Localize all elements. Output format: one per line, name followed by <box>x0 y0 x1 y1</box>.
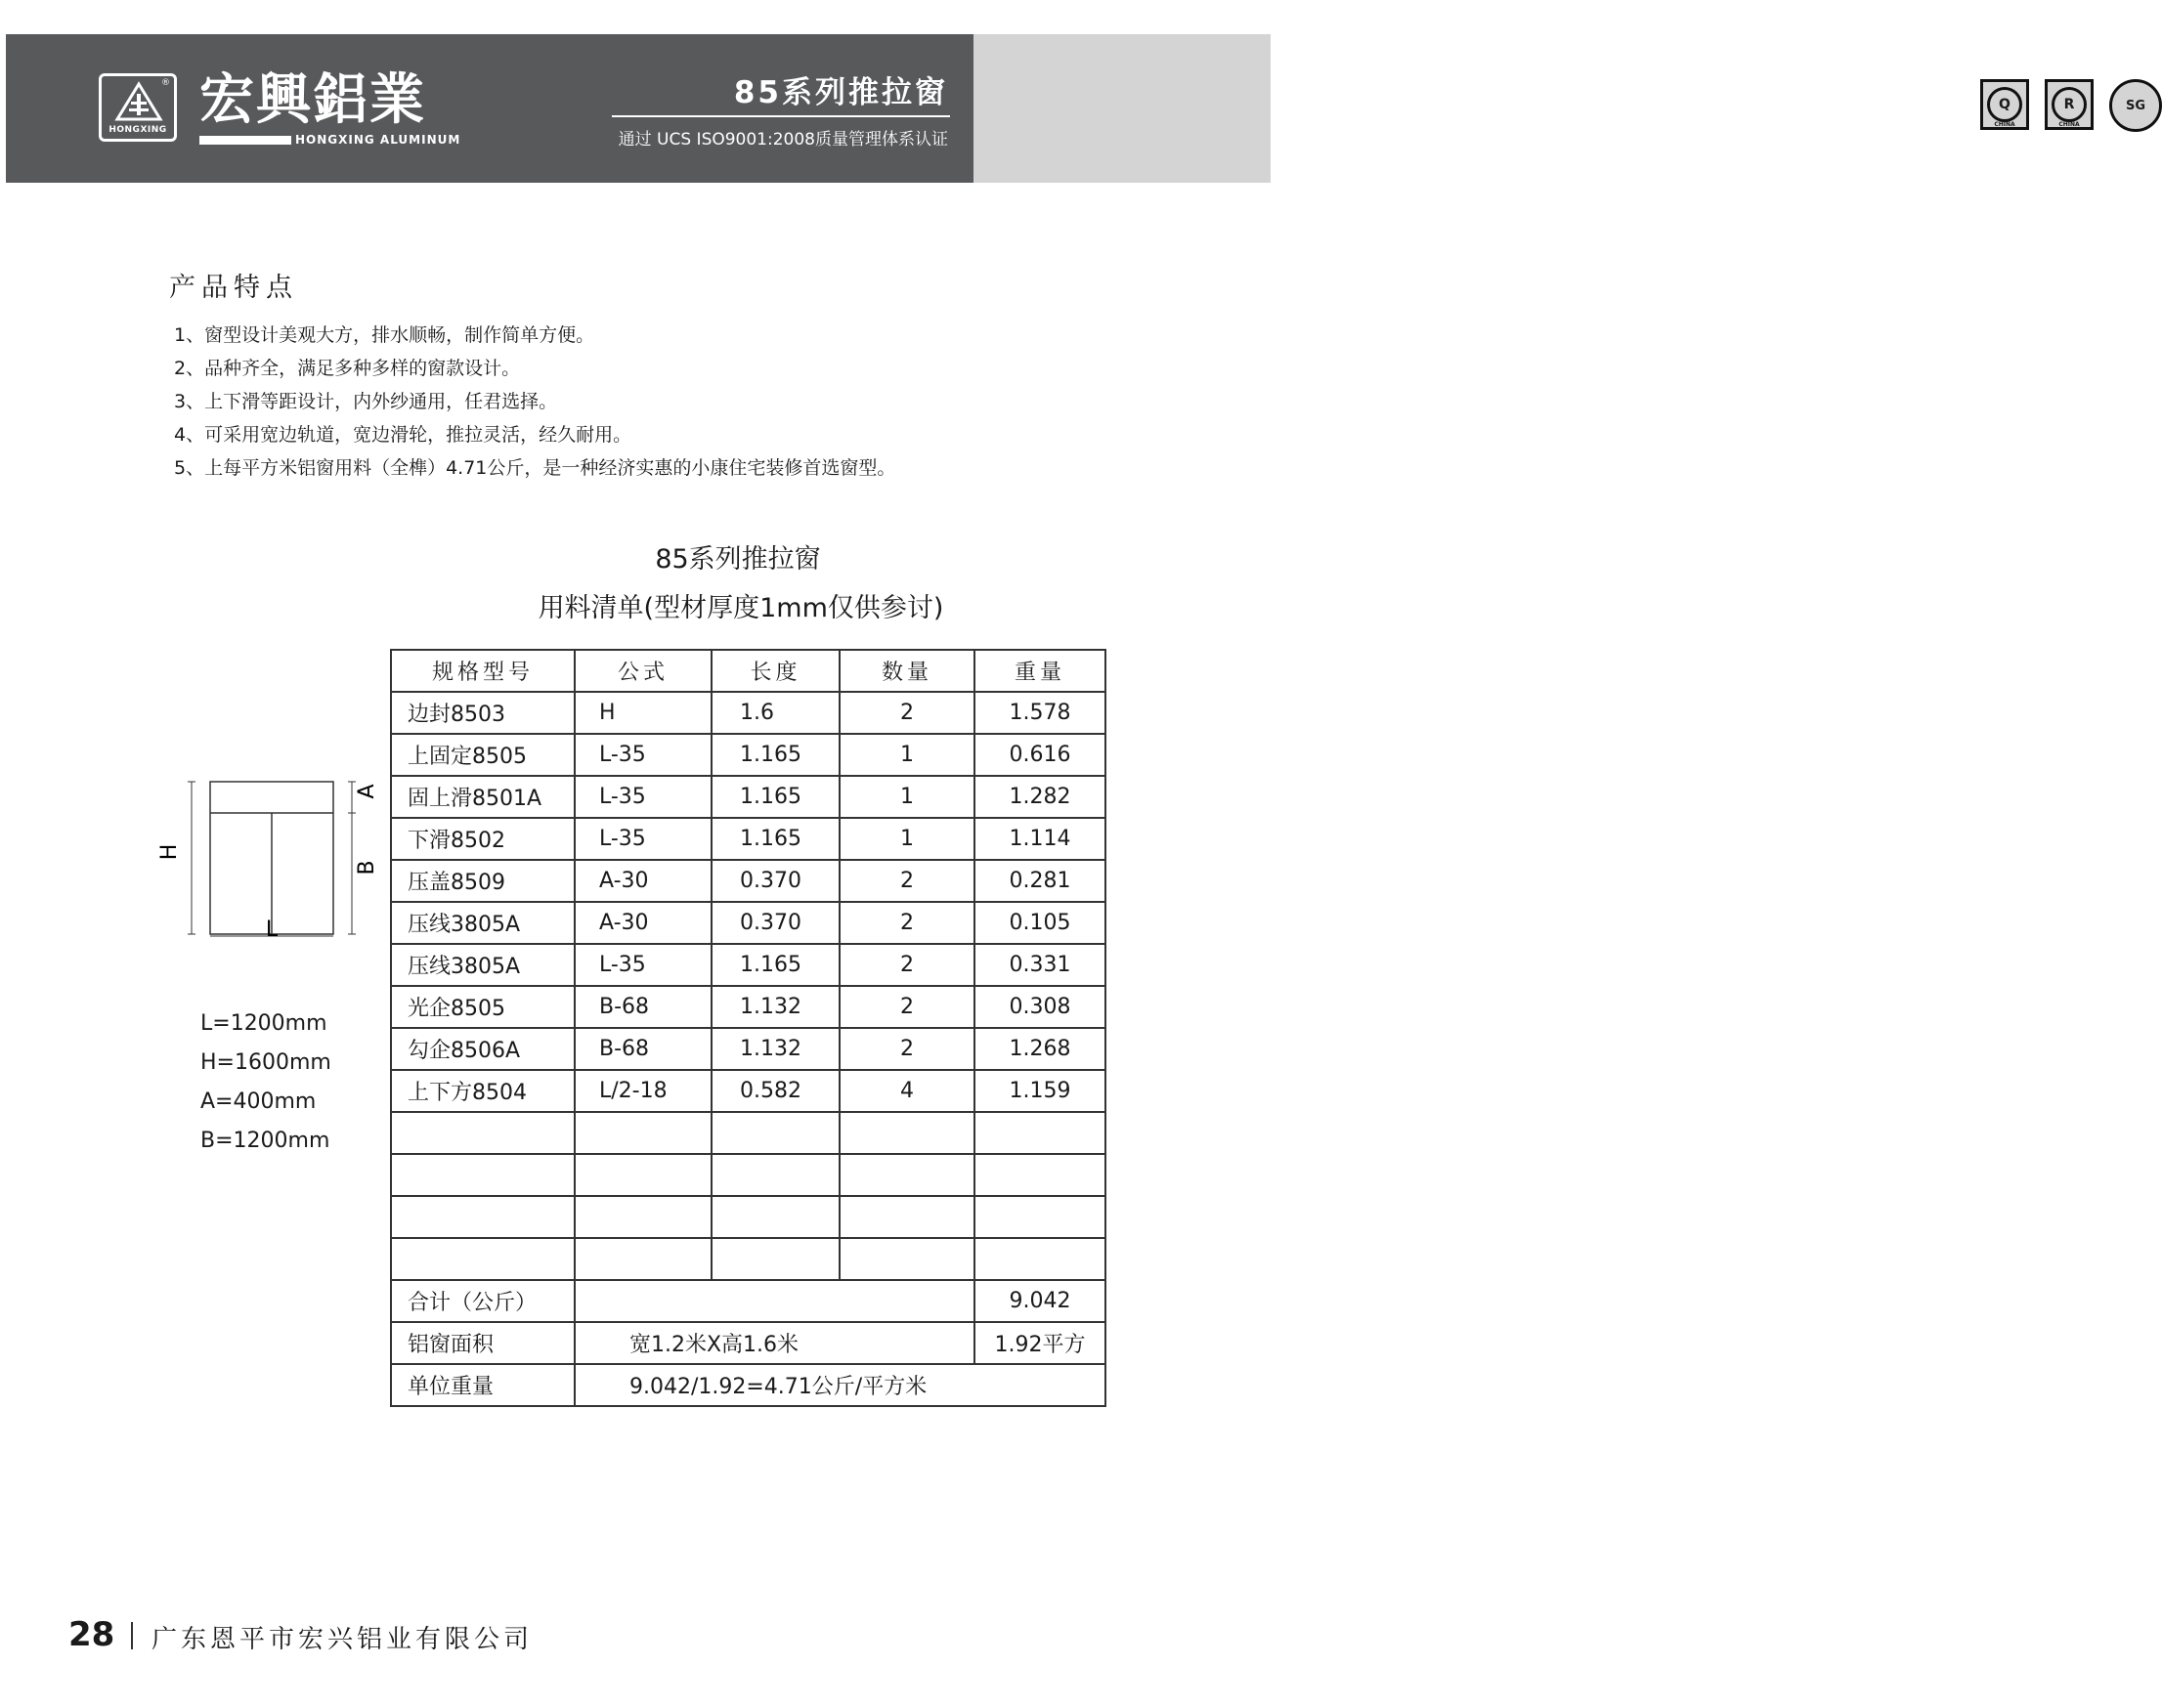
features-title: 产品特点 <box>169 273 298 303</box>
diagram-label-b: B <box>355 860 379 875</box>
cell: 1.114 <box>974 818 1105 860</box>
table-row <box>391 1028 1105 1070</box>
cert-q-sub: CHINA <box>1994 121 2015 128</box>
feature-item: 3、上下滑等距设计，内外纱通用，任君选择。 <box>174 391 558 412</box>
cert-globe-icon <box>2109 79 2162 132</box>
certification-panel <box>973 34 2146 183</box>
unit-weight-label: 单位重量 <box>391 1364 575 1406</box>
cell: 0.582 <box>712 1070 840 1112</box>
cell: 1.132 <box>712 1028 840 1070</box>
registered-mark: ® <box>161 78 170 88</box>
cell: 1.159 <box>974 1070 1105 1112</box>
cell: 1 <box>840 734 974 776</box>
material-table <box>390 649 1106 1407</box>
unit-weight-value: 9.042/1.92=4.71公斤/平方米 <box>575 1364 1105 1406</box>
empty-row <box>391 1238 1105 1280</box>
cell: 1.268 <box>974 1028 1105 1070</box>
table-row <box>391 860 1105 902</box>
cell: 压线3805A <box>391 902 575 944</box>
company-logo <box>99 73 177 142</box>
cell: L-35 <box>575 776 712 818</box>
cell: 2 <box>840 692 974 734</box>
cell: 0.308 <box>974 986 1105 1028</box>
cert-globe-letter: SG <box>2125 98 2146 113</box>
cell: 1.132 <box>712 986 840 1028</box>
empty-row <box>391 1154 1105 1196</box>
cell: 0.281 <box>974 860 1105 902</box>
total-row <box>391 1280 1105 1322</box>
cell: 0.331 <box>974 944 1105 986</box>
cell: 0.370 <box>712 902 840 944</box>
table-row <box>391 734 1105 776</box>
area-value: 1.92平方 <box>974 1322 1105 1364</box>
cell: B-68 <box>575 986 712 1028</box>
dimension-a: A=400mm <box>200 1089 317 1114</box>
series-title: 85系列推拉窗 <box>733 75 948 110</box>
cert-r-sub: CHINA <box>2058 121 2080 128</box>
dimension-list <box>200 1004 331 1161</box>
table-row <box>391 944 1105 986</box>
header-bar <box>6 34 973 183</box>
header-divider <box>612 115 950 117</box>
table-header-row <box>391 650 1105 692</box>
cell: 2 <box>840 860 974 902</box>
cell: 2 <box>840 944 974 986</box>
diagram-label-a: A <box>355 784 379 799</box>
dimension-l: L=1200mm <box>200 1011 327 1036</box>
cell: L-35 <box>575 944 712 986</box>
brand-underline <box>199 136 291 145</box>
cert-q-china-icon <box>1980 79 2029 130</box>
table-row <box>391 902 1105 944</box>
feature-item: 2、品种齐全，满足多种多样的窗款设计。 <box>174 358 521 379</box>
cell: 1.165 <box>712 944 840 986</box>
cell: 下滑8502 <box>391 818 575 860</box>
header-weight: 重量 <box>974 650 1105 692</box>
cell: 勾企8506A <box>391 1028 575 1070</box>
cell: 上下方8504 <box>391 1070 575 1112</box>
header-formula: 公式 <box>575 650 712 692</box>
cell: 1.6 <box>712 692 840 734</box>
total-label: 合计（公斤） <box>391 1280 575 1322</box>
cell: 光企8505 <box>391 986 575 1028</box>
feature-item: 1、窗型设计美观大方，排水顺畅，制作简单方便。 <box>174 324 595 346</box>
dimension-b: B=1200mm <box>200 1129 330 1153</box>
cell: L/2-18 <box>575 1070 712 1112</box>
cell: 上固定8505 <box>391 734 575 776</box>
cell: 1.165 <box>712 776 840 818</box>
table-row <box>391 776 1105 818</box>
cell: 1.282 <box>974 776 1105 818</box>
certification-text: 通过 UCS ISO9001:2008质量管理体系认证 <box>618 130 948 149</box>
dimension-h: H=1600mm <box>200 1050 331 1075</box>
table-row <box>391 986 1105 1028</box>
table-row <box>391 1070 1105 1112</box>
cell: 1 <box>840 776 974 818</box>
cell: 2 <box>840 1028 974 1070</box>
window-diagram <box>156 762 381 948</box>
cell: 压线3805A <box>391 944 575 986</box>
table-subtitle: 用料清单(型材厚度1mm仅供参讨) <box>538 593 944 623</box>
cell: 1.578 <box>974 692 1105 734</box>
cell: 压盖8509 <box>391 860 575 902</box>
feature-item: 5、上每平方米铝窗用料（全榫）4.71公斤，是一种经济实惠的小康住宅装修首选窗型。 <box>174 457 896 479</box>
cert-r-china-icon <box>2045 79 2094 130</box>
header-length: 长度 <box>712 650 840 692</box>
features-list <box>174 319 895 485</box>
cell: 1.165 <box>712 818 840 860</box>
total-value: 9.042 <box>974 1280 1105 1322</box>
cell: H <box>575 692 712 734</box>
footer-divider <box>131 1622 133 1649</box>
header-spec: 规格型号 <box>391 650 575 692</box>
footer-company: 广东恩平市宏兴铝业有限公司 <box>151 1625 534 1654</box>
logo-subtext: HONGXING <box>108 125 167 135</box>
diagram-label-l: L <box>265 918 279 942</box>
header-qty: 数量 <box>840 650 974 692</box>
cell: B-68 <box>575 1028 712 1070</box>
cell: 1.165 <box>712 734 840 776</box>
logo-triangle-icon <box>115 82 162 121</box>
cert-r-letter: R <box>2052 87 2087 122</box>
cell: 2 <box>840 986 974 1028</box>
page-number: 28 <box>68 1615 115 1654</box>
diagram-label-h: H <box>157 843 182 861</box>
area-label: 铝窗面积 <box>391 1322 575 1364</box>
table-row <box>391 818 1105 860</box>
cell: L-35 <box>575 818 712 860</box>
area-row <box>391 1322 1105 1364</box>
empty-row <box>391 1112 1105 1154</box>
table-title: 85系列推拉窗 <box>655 544 821 575</box>
cell: L-35 <box>575 734 712 776</box>
cell: 边封8503 <box>391 692 575 734</box>
area-formula: 宽1.2米X高1.6米 <box>575 1322 974 1364</box>
brand-name-cn: 宏興鋁業 <box>199 68 426 132</box>
cert-q-letter: Q <box>1987 87 2022 122</box>
unit-weight-row <box>391 1364 1105 1406</box>
cell: 4 <box>840 1070 974 1112</box>
cell: 0.616 <box>974 734 1105 776</box>
cell: 固上滑8501A <box>391 776 575 818</box>
cell: A-30 <box>575 902 712 944</box>
cell: 0.105 <box>974 902 1105 944</box>
brand-name-en: HONGXING ALUMINUM <box>295 133 461 147</box>
cell: 0.370 <box>712 860 840 902</box>
cell: 2 <box>840 902 974 944</box>
cell: 1 <box>840 818 974 860</box>
cell: A-30 <box>575 860 712 902</box>
table-row <box>391 692 1105 734</box>
feature-item: 4、可采用宽边轨道，宽边滑轮，推拉灵活，经久耐用。 <box>174 424 632 446</box>
empty-row <box>391 1196 1105 1238</box>
